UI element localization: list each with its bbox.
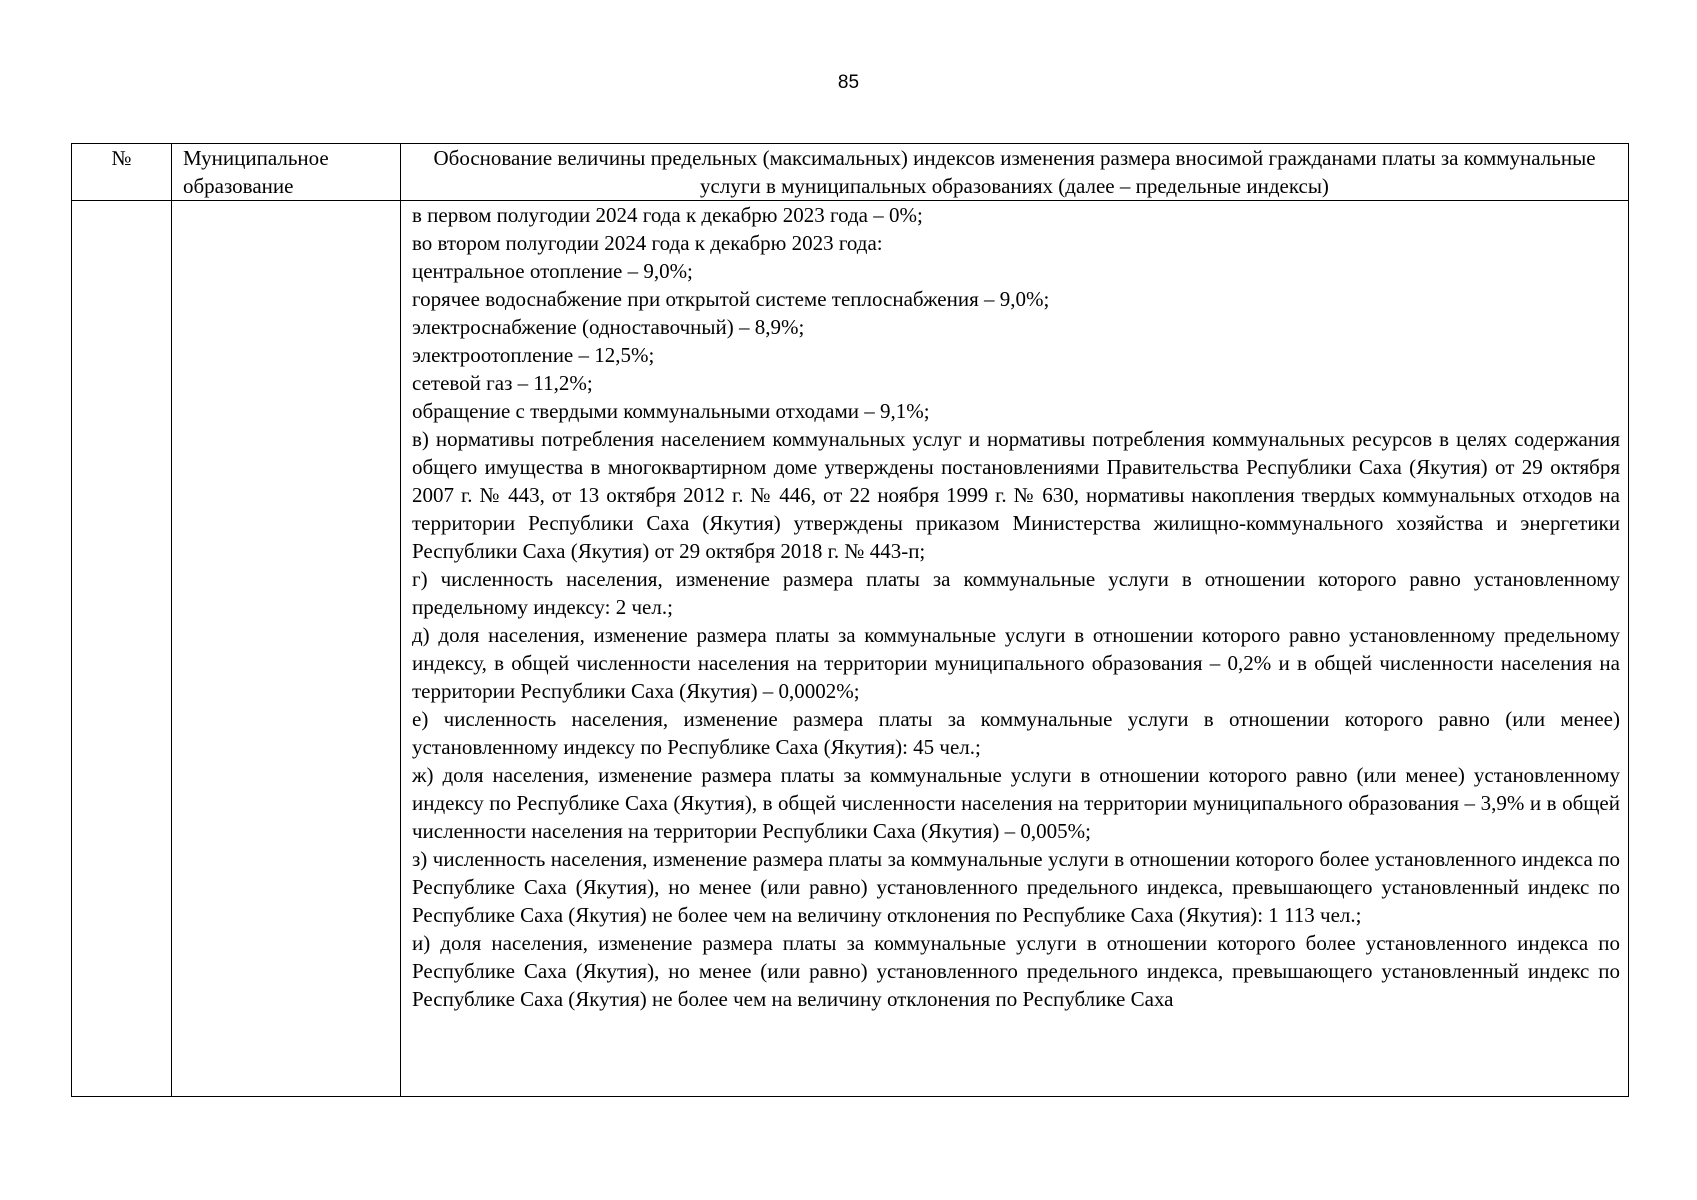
- table-header: [72, 144, 1629, 201]
- text-line: сетевой газ – 11,2%;: [412, 371, 593, 395]
- indices-table: [71, 143, 1629, 1097]
- paragraph-zh: ж) доля населения, изменение размера платы за коммунальные услуги в отношении которого равно (или менее) установленному индексу по Республике Саха (Якутия), в общей численности населения на территории муниципального образования – 3,9% и в общей численности населения на территории Республики Саха (Якутия) – 0,005%;: [412, 763, 1620, 843]
- header-number: №: [72, 144, 172, 201]
- text-line: в первом полугодии 2024 года к декабрю 2023 года – 0%;: [412, 203, 923, 227]
- header-municipality: Муниципальное образование: [172, 144, 401, 201]
- cell-number: [72, 201, 172, 1097]
- table-body: [72, 201, 1629, 1097]
- text-line: центральное отопление – 9,0%;: [412, 259, 693, 283]
- cell-justification: [401, 201, 1629, 1097]
- text-line: электроотопление – 12,5%;: [412, 343, 655, 367]
- header-justification: Обоснование величины предельных (максимальных) индексов изменения размера вносимой гражданами платы за коммунальные услуги в муниципальных образованиях (далее – предельные индексы): [401, 144, 1629, 201]
- text-line: обращение с твердыми коммунальными отходами – 9,1%;: [412, 399, 930, 423]
- paragraph-v: в) нормативы потребления населением коммунальных услуг и нормативы потребления коммунальных ресурсов в целях содержания общего имущества в многоквартирном доме утверждены постановлениями Правительства Республики Саха (Якутия) от 29 октября 2007 г. № 443, от 13 октября 2012 г. № 446, от 22 ноября 1999 г. № 630, нормативы накопления твердых коммунальных отходов на территории Республики Саха (Якутия) утверждены приказом Министерства жилищно-коммунального хозяйства и энергетики Республики Саха (Якутия) от 29 октября 2018 г. № 443-п;: [412, 427, 1620, 563]
- text-line: электроснабжение (одноставочный) – 8,9%;: [412, 315, 805, 339]
- paragraph-z: з) численность населения, изменение размера платы за коммунальные услуги в отношении которого более установленного индекса по Республике Саха (Якутия), но менее (или равно) установленного предельного индекса, превышающего установленный индекс по Республике Саха (Якутия) не более чем на величину отклонения по Республике Саха (Якутия): 1 113 чел.;: [412, 847, 1620, 927]
- text-line: во втором полугодии 2024 года к декабрю 2023 года:: [412, 231, 883, 255]
- header-row: [72, 144, 1629, 201]
- paragraph-e: е) численность населения, изменение размера платы за коммунальные услуги в отношении которого равно (или менее) установленному индексу по Республике Саха (Якутия): 45 чел.;: [412, 707, 1620, 759]
- paragraph-i: и) доля населения, изменение размера платы за коммунальные услуги в отношении которого более установленного индекса по Республике Саха (Якутия), но менее (или равно) установленного предельного индекса, превышающего установленный индекс по Республике Саха (Якутия) не более чем на величину отклонения по Республике Саха: [412, 931, 1620, 1011]
- table-row: [72, 201, 1629, 1097]
- paragraph-d: д) доля населения, изменение размера платы за коммунальные услуги в отношении которого равно установленному предельному индексу, в общей численности населения на территории муниципального образования – 0,2% и в общей численности населения на территории Республики Саха (Якутия) – 0,0002%;: [412, 623, 1620, 703]
- cell-municipality: [172, 201, 401, 1097]
- paragraph-g: г) численность населения, изменение размера платы за коммунальные услуги в отношении которого равно установленному предельному индексу: 2 чел.;: [412, 567, 1620, 619]
- text-line: горячее водоснабжение при открытой системе теплоснабжения – 9,0%;: [412, 287, 1050, 311]
- page-number: 85: [837, 72, 860, 93]
